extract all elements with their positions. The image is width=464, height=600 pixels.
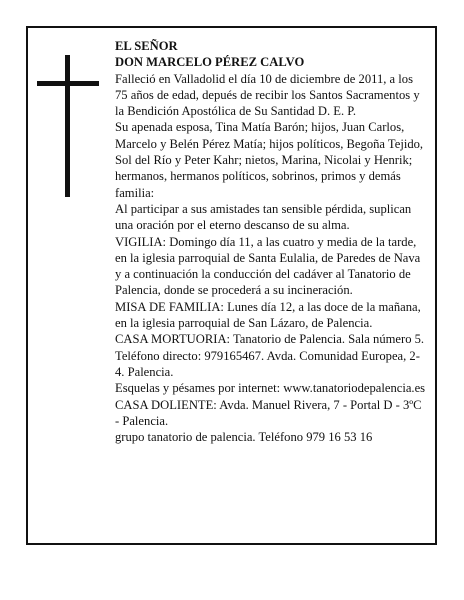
- paragraph-prayer-request: Al participar a sus amistades tan sensible pérdida, suplican una oración por el eterno descanso de su alma.: [115, 201, 412, 233]
- paragraph-family-mass: MISA DE FAMILIA: Lunes día 12, a las doce de la mañana, en la iglesia parroquial de San Lázaro, de Palencia.: [115, 299, 421, 331]
- paragraph-vigil: VIGILIA: Domingo día 11, a las cuatro y media de la tarde, en la iglesia parroquial de Santa Eulalia, de Paredes de Nava y a continuación la conducción del cadáver al Tanatorio de Palencia, donde se procederá a su incineración.: [115, 234, 421, 298]
- cross-horizontal-bar: [37, 81, 99, 86]
- paragraph-footer-contact: grupo tanatorio de palencia. Teléfono 979 16 53 16: [115, 430, 373, 445]
- paragraph-internet-condolences: Esquelas y pésames por internet: www.tanatoriodepalencia.es: [115, 381, 426, 396]
- paragraph-family-home: CASA DOLIENTE: Avda. Manuel Rivera, 7 - Portal D - 3ºC - Palencia.: [115, 397, 422, 428]
- paragraph-funeral-home: CASA MORTUORIA: Tanatorio de Palencia. Sala número 5. Teléfono directo: 979165467. Avda. Comunidad Europea, 2-4. Palencia.: [115, 332, 425, 379]
- paragraph-family: Su apenada esposa, Tina Matía Barón; hijos, Juan Carlos, Marcelo y Belén Pérez Matía; hijos políticos, Begoña Tejido, Sol del Río y Peter Kahr; nietos, Marina, Nicolai y Henrik; hermanos, hermanos políticos, sobrinos, primos y demás familia:: [115, 120, 424, 200]
- paragraph-death-notice: Falleció en Valladolid el día 10 de diciembre de 2011, a los 75 años de edad, depués de recibir los Santos Sacramentos y la Bendición Apostólica de Su Santidad D. E. P.: [115, 71, 420, 119]
- cross-icon: [37, 55, 99, 197]
- obituary-text: [115, 38, 427, 445]
- heading-line-2: DON MARCELO PÉREZ CALVO: [115, 55, 305, 70]
- heading-line-1: EL SEÑOR: [115, 39, 178, 53]
- cross-vertical-bar: [65, 55, 70, 197]
